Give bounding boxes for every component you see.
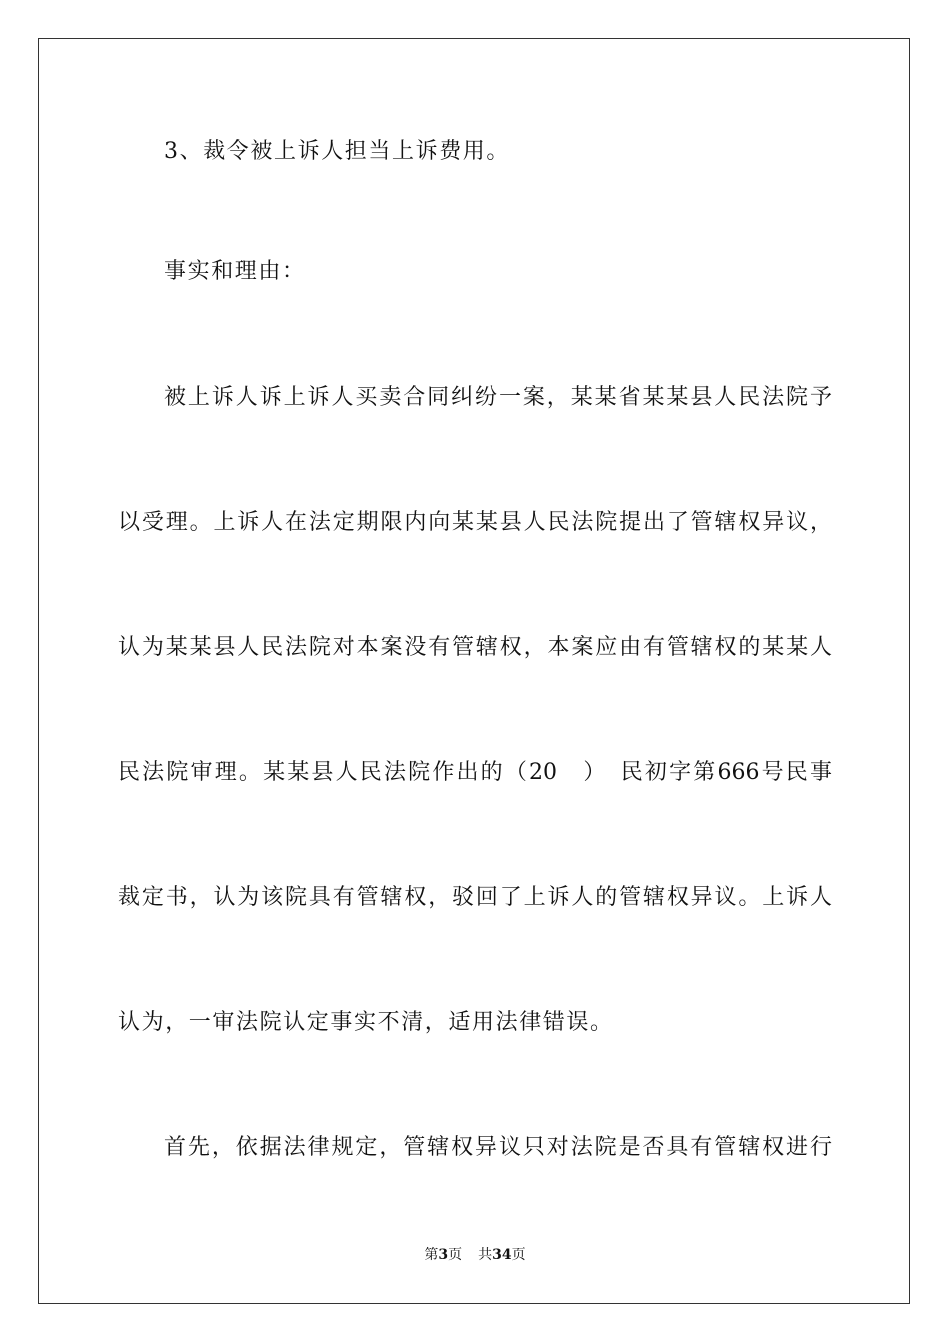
text-line-8: 认为，一审法院认定事实不清，适用法律错误。: [118, 1010, 614, 1035]
text-line-5: 认为某某县人民法院对本案没有管辖权，本案应由有管辖权的某某人: [118, 635, 832, 660]
footer-page-number: 3: [438, 1247, 449, 1263]
text-line-2: 事实和理由：: [164, 259, 306, 284]
footer-total-pages: 34: [492, 1247, 512, 1263]
text-line-6: 民法院审理。某某县人民法院作出的（20 ） 民初字第666号民事: [118, 760, 832, 785]
page-border: [38, 38, 910, 1304]
footer-total-prefix: 共: [478, 1247, 493, 1263]
text-line-7: 裁定书，认为该院具有管辖权，驳回了上诉人的管辖权异议。上诉人: [118, 885, 832, 910]
footer-page-suffix: 页: [448, 1247, 463, 1263]
footer-total-suffix: 页: [511, 1247, 526, 1263]
text-line-3: 被上诉人诉上诉人买卖合同纠纷一案，某某省某某县人民法院予: [164, 385, 832, 410]
text-line-1: 3、裁令被上诉人担当上诉费用。: [164, 139, 510, 164]
page-footer: [0, 1246, 950, 1264]
text-line-9: 首先，依据法律规定，管辖权异议只对法院是否具有管辖权进行: [164, 1135, 832, 1160]
text-line-4: 以受理。上诉人在法定期限内向某某县人民法院提出了管辖权异议，: [118, 510, 832, 535]
footer-page-prefix: 第: [424, 1247, 439, 1263]
